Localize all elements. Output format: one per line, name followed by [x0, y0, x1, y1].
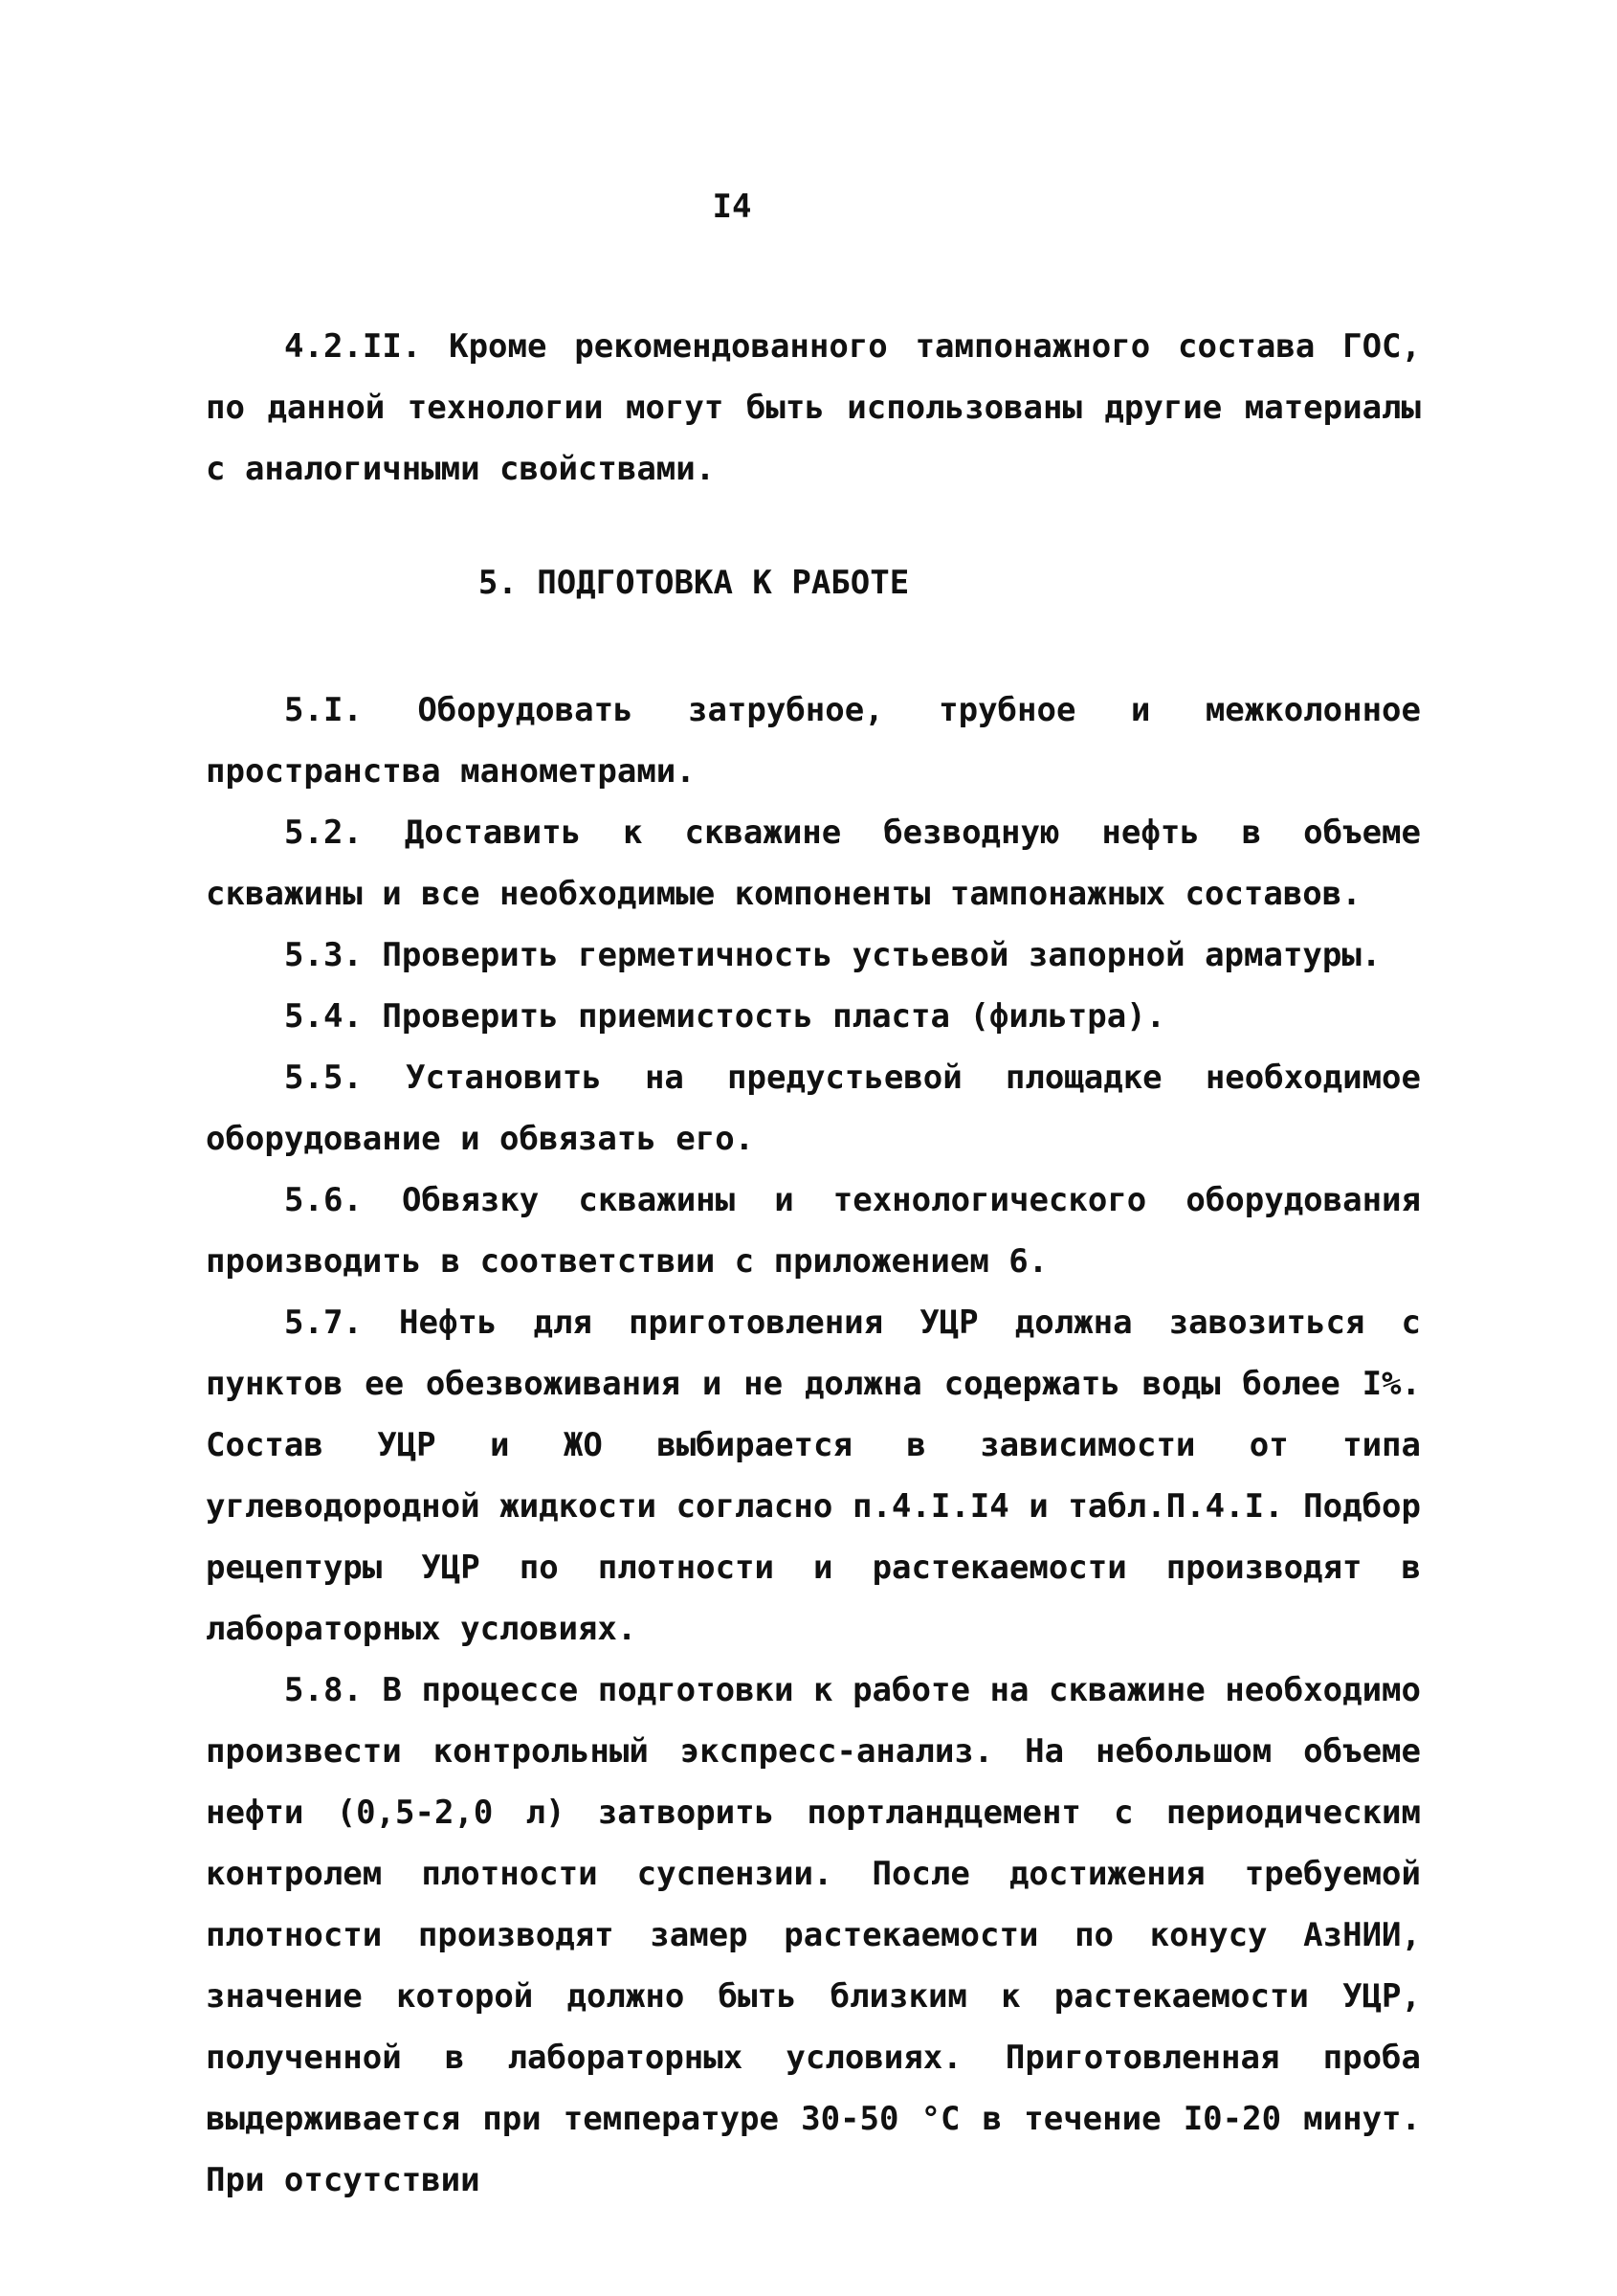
paragraph-5-7: 5.7. Нефть для приготовления УЦР должна завозиться с пунктов ее обезвоживания и не должна содержать воды более I%. Состав УЦР и ЖО выбирается в зависимости от типа углеводородной жидкости согласно п.4.I.I4 и табл.П.4.I. Подбор рецептуры УЦР по плотности и растекаемости производят в лабораторных условиях.	[206, 1304, 1421, 1648]
paragraph-4-2-11	[206, 316, 1421, 500]
page-number: I4	[712, 188, 752, 226]
paragraph-5-1: 5.I. Оборудовать затрубное, трубное и межколонное пространства манометрами.	[206, 691, 1421, 791]
paragraph-5-8: 5.8. В процессе подготовки к работе на скважине необходимо произвести контрольный экспресс-анализ. На небольшом объеме нефти (0,5-2,0 л) затворить портландцемент с периодическим контролем плотности суспензии. После достижения требуемой плотности производят замер растекаемости по конусу АзНИИ, значение которой должно быть близким к растекаемости УЦР, полученной в лабораторных условиях. Приготовленная проба выдерживается при температуре 30-50 °С в течение I0-20 минут. При отсутствии	[206, 1671, 1421, 2199]
paragraph-5-2: 5.2. Доставить к скважине безводную нефть в объеме скважины и все необходимые компоненты тампонажных составов.	[206, 814, 1421, 913]
section-heading: 5. ПОДГОТОВКА К РАБОТЕ	[477, 564, 910, 602]
paragraph-text: 4.2.II. Кроме рекомендованного тампонажного состава ГОС, по данной технологии могут быть использованы другие материалы с аналогичными свойствами.	[206, 327, 1421, 488]
paragraph-5-5: 5.5. Установить на предустьевой площадке необходимое оборудование и обвязать его.	[206, 1059, 1421, 1158]
paragraph-5-3: 5.3. Проверить герметичность устьевой запорной арматуры.	[284, 936, 1382, 974]
paragraph-5-4: 5.4. Проверить приемистость пласта (фильтра).	[284, 997, 1166, 1036]
section-5-body	[206, 680, 1421, 2211]
paragraph-5-6: 5.6. Обвязку скважины и технологического оборудования производить в соответствии с приложением 6.	[206, 1181, 1421, 1281]
